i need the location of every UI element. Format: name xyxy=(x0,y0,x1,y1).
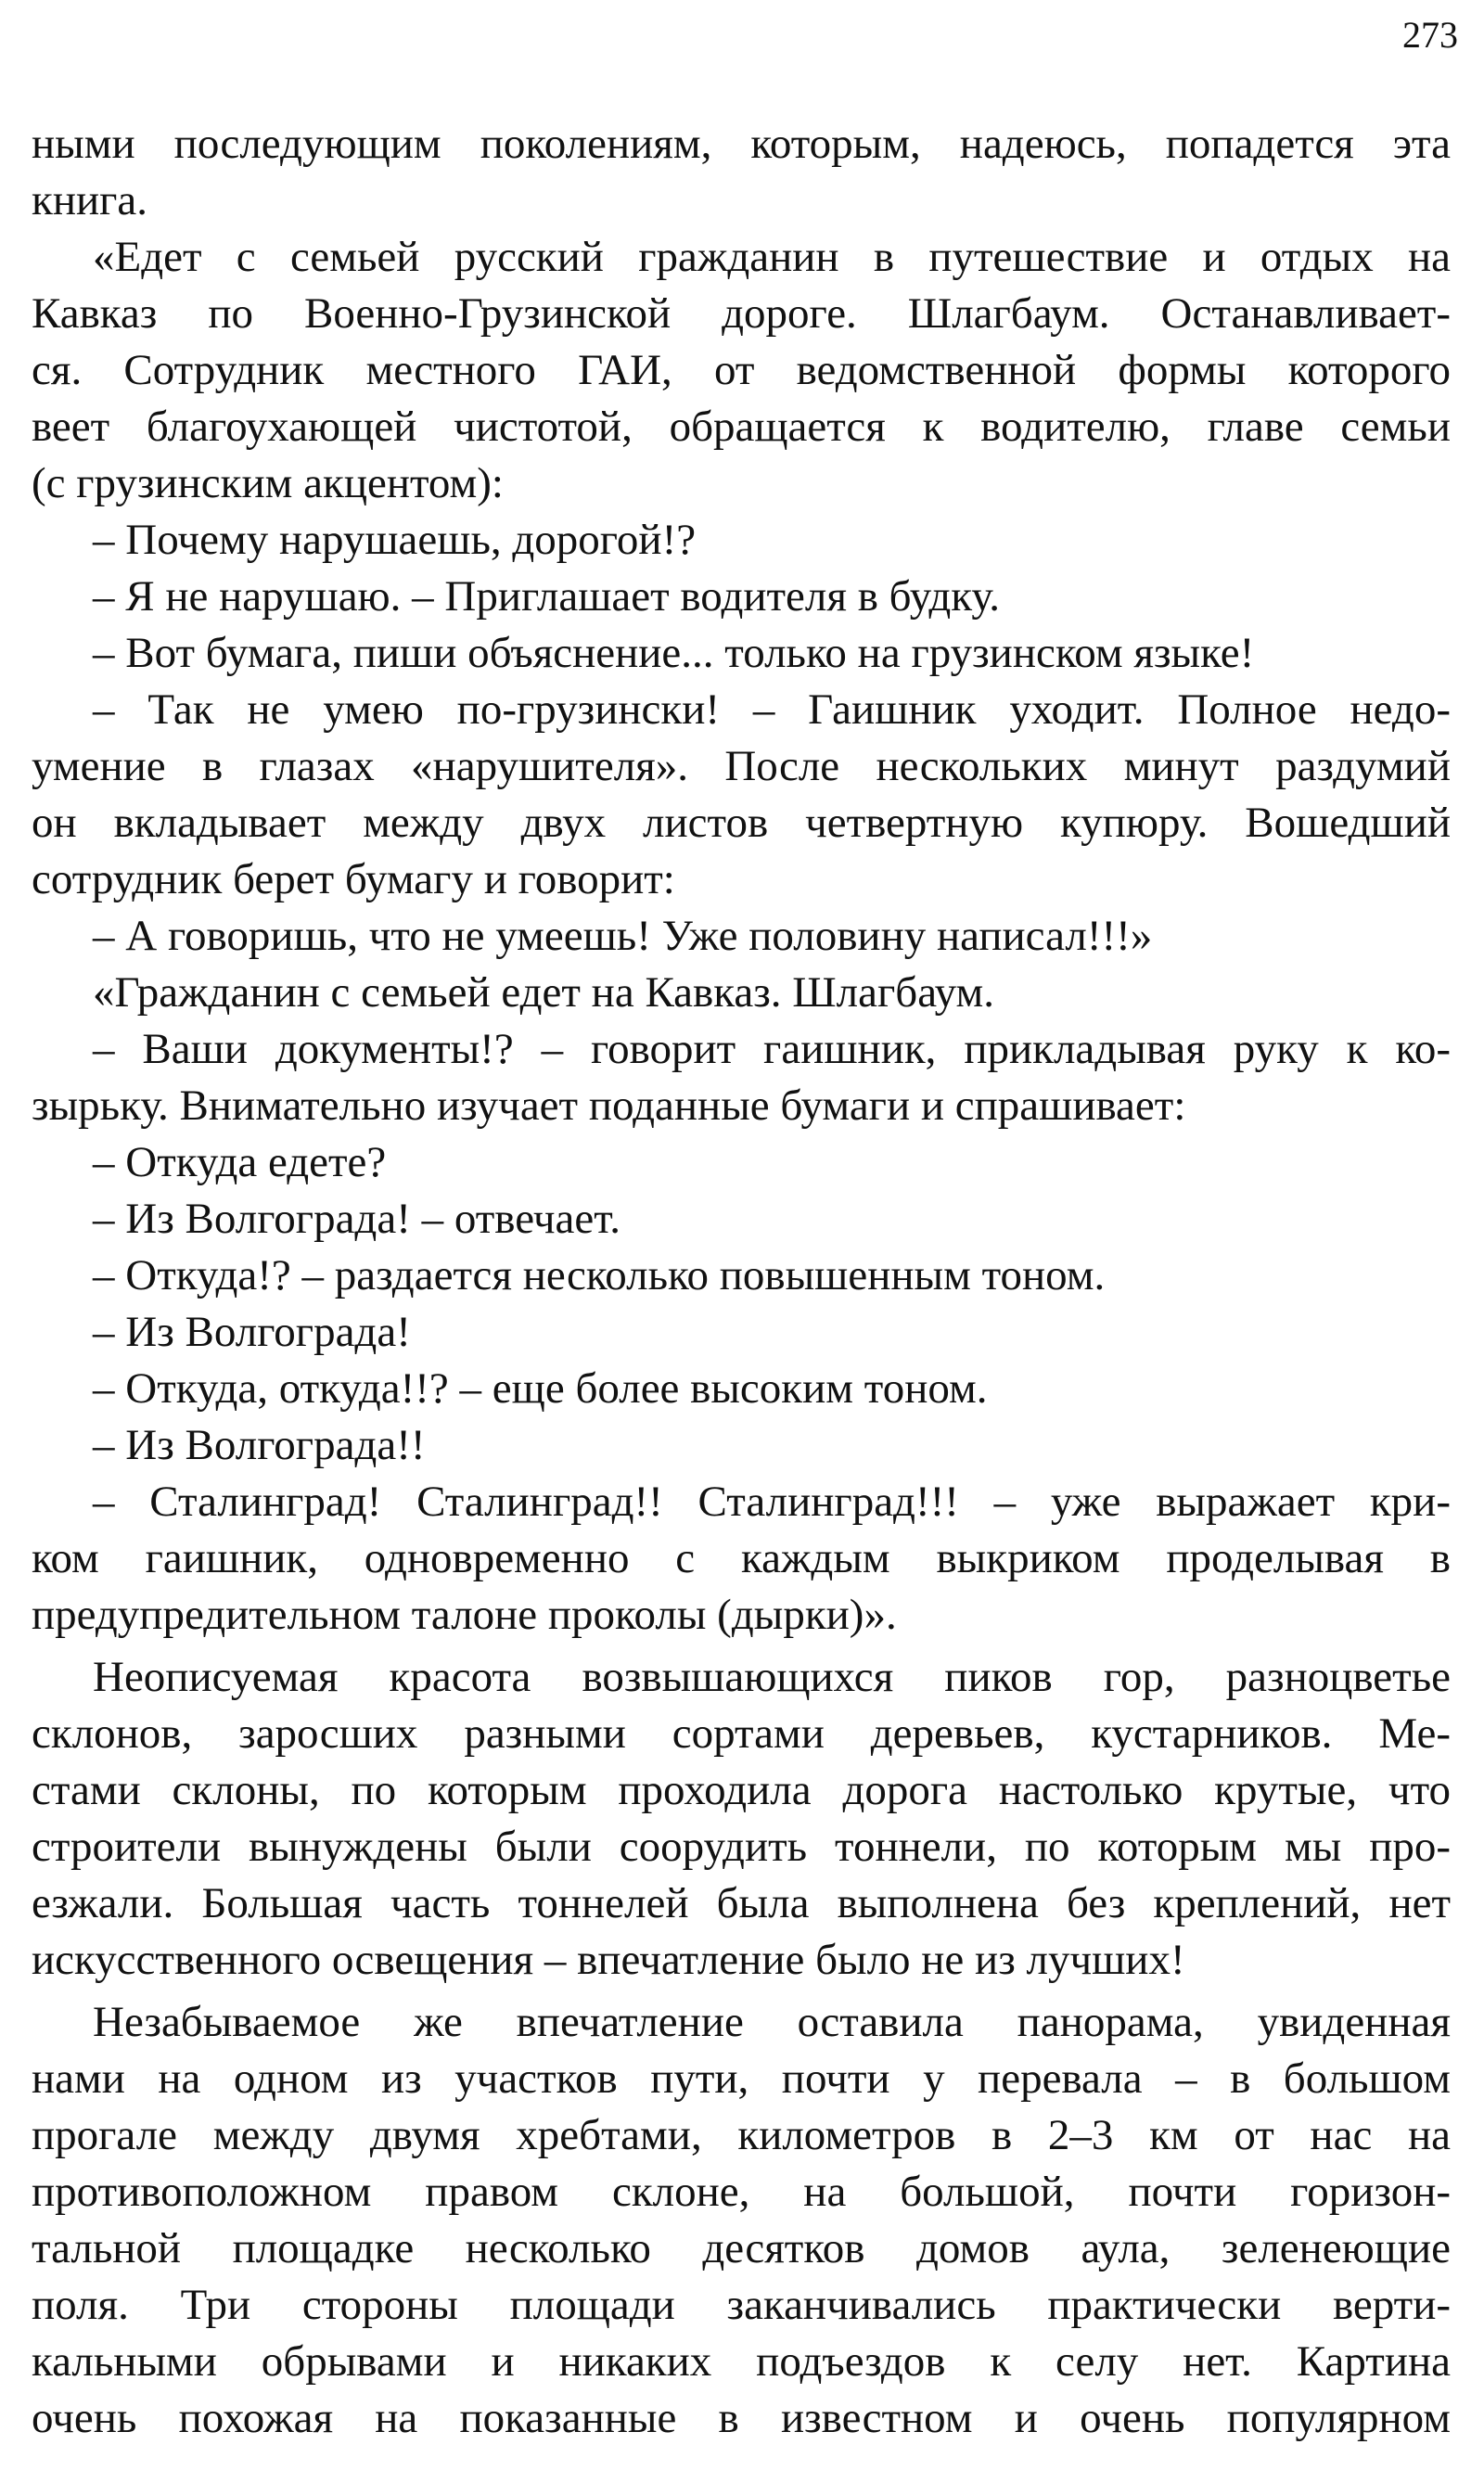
text-line: – Откуда!? – раздается несколько повышенным тоном. xyxy=(93,1251,1106,1299)
text-line: – Из Волгограда!! xyxy=(93,1421,426,1469)
text-line: стами склоны, по которым проходила дорога настолько крутые, что xyxy=(32,1766,1451,1814)
text-line: ся. Сотрудник местного ГАИ, от ведомственной формы которого xyxy=(32,346,1451,394)
text-line: нами на одном из участков пути, почти у перевала – в большом xyxy=(32,2054,1451,2103)
page-text xyxy=(32,116,1451,2447)
text-line: Неописуемая красота возвышающихся пиков гор, разноцветье xyxy=(93,1653,1451,1701)
text-line: – Сталинград! Сталинград!! Сталинград!!! – уже выражает кри- xyxy=(93,1478,1451,1526)
text-line: – Ваши документы!? – говорит гаишник, прикладывая руку к ко- xyxy=(93,1025,1451,1073)
text-line: книга. xyxy=(32,176,148,224)
text-line: – Откуда, откуда!!? – еще более высоким тоном. xyxy=(93,1364,988,1413)
text-line: – Я не нарушаю. – Приглашает водителя в будку. xyxy=(93,572,1000,621)
text-line: веет благоухающей чистотой, обращается к водителю, главе семьи xyxy=(32,403,1451,451)
text-line: – Откуда едете? xyxy=(93,1138,387,1186)
text-line: – Из Волгограда! xyxy=(93,1308,411,1356)
text-line: сотрудник берет бумагу и говорит: xyxy=(32,855,675,903)
text-line: ком гаишник, одновременно с каждым выкриком проделывая в xyxy=(32,1534,1451,1582)
text-line: противоположном правом склоне, на большой, почти горизон- xyxy=(32,2168,1451,2216)
text-line: тальной площадке несколько десятков домов аула, зеленеющие xyxy=(32,2224,1451,2272)
text-line: «Гражданин с семьей едет на Кавказ. Шлагбаум. xyxy=(93,968,995,1017)
text-line: Незабываемое же впечатление оставила панорама, увиденная xyxy=(93,1998,1451,2046)
text-line: строители вынуждены были соорудить тоннели, по которым мы про- xyxy=(32,1823,1451,1871)
text-line: поля. Три стороны площади заканчивались практически верти- xyxy=(32,2281,1451,2329)
text-line: склонов, заросших разными сортами деревьев, кустарников. Ме- xyxy=(32,1709,1451,1758)
text-line: он вкладывает между двух листов четвертную купюру. Вошедший xyxy=(32,799,1451,847)
text-line: – А говоришь, что не умеешь! Уже половину написал!!!» xyxy=(93,912,1153,960)
text-line: кальными обрывами и никаких подъездов к селу нет. Картина xyxy=(32,2337,1451,2386)
text-line: – Почему нарушаешь, дорогой!? xyxy=(93,516,697,564)
page-number: 273 xyxy=(1402,14,1458,56)
text-line: «Едет с семьей русский гражданин в путешествие и отдых на xyxy=(93,233,1451,281)
text-line: предупредительном талоне проколы (дырки)». xyxy=(32,1591,897,1639)
text-line: – Так не умею по-грузински! – Гаишник уходит. Полное недо- xyxy=(93,685,1451,734)
text-line: ными последующим поколениям, которым, надеюсь, попадется эта xyxy=(32,120,1451,168)
text-line: искусственного освещения – впечатление было не из лучших! xyxy=(32,1936,1185,1984)
text-line: зырьку. Внимательно изучает поданные бумаги и спрашивает: xyxy=(32,1082,1186,1130)
text-line: очень похожая на показанные в известном и очень популярном xyxy=(32,2394,1451,2442)
text-line: (с грузинским акцентом): xyxy=(32,459,504,507)
text-line: умение в глазах «нарушителя». После нескольких минут раздумий xyxy=(32,742,1451,790)
text-line: езжали. Большая часть тоннелей была выполнена без креплений, нет xyxy=(32,1879,1451,1927)
text-line: Кавказ по Военно-Грузинской дороге. Шлагбаум. Останавливает- xyxy=(32,289,1451,338)
text-line: – Вот бумага, пиши объяснение... только на грузинском языке! xyxy=(93,629,1255,677)
text-line: – Из Волгограда! – отвечает. xyxy=(93,1195,621,1243)
text-line: прогале между двумя хребтами, километров в 2–3 км от нас на xyxy=(32,2111,1451,2159)
